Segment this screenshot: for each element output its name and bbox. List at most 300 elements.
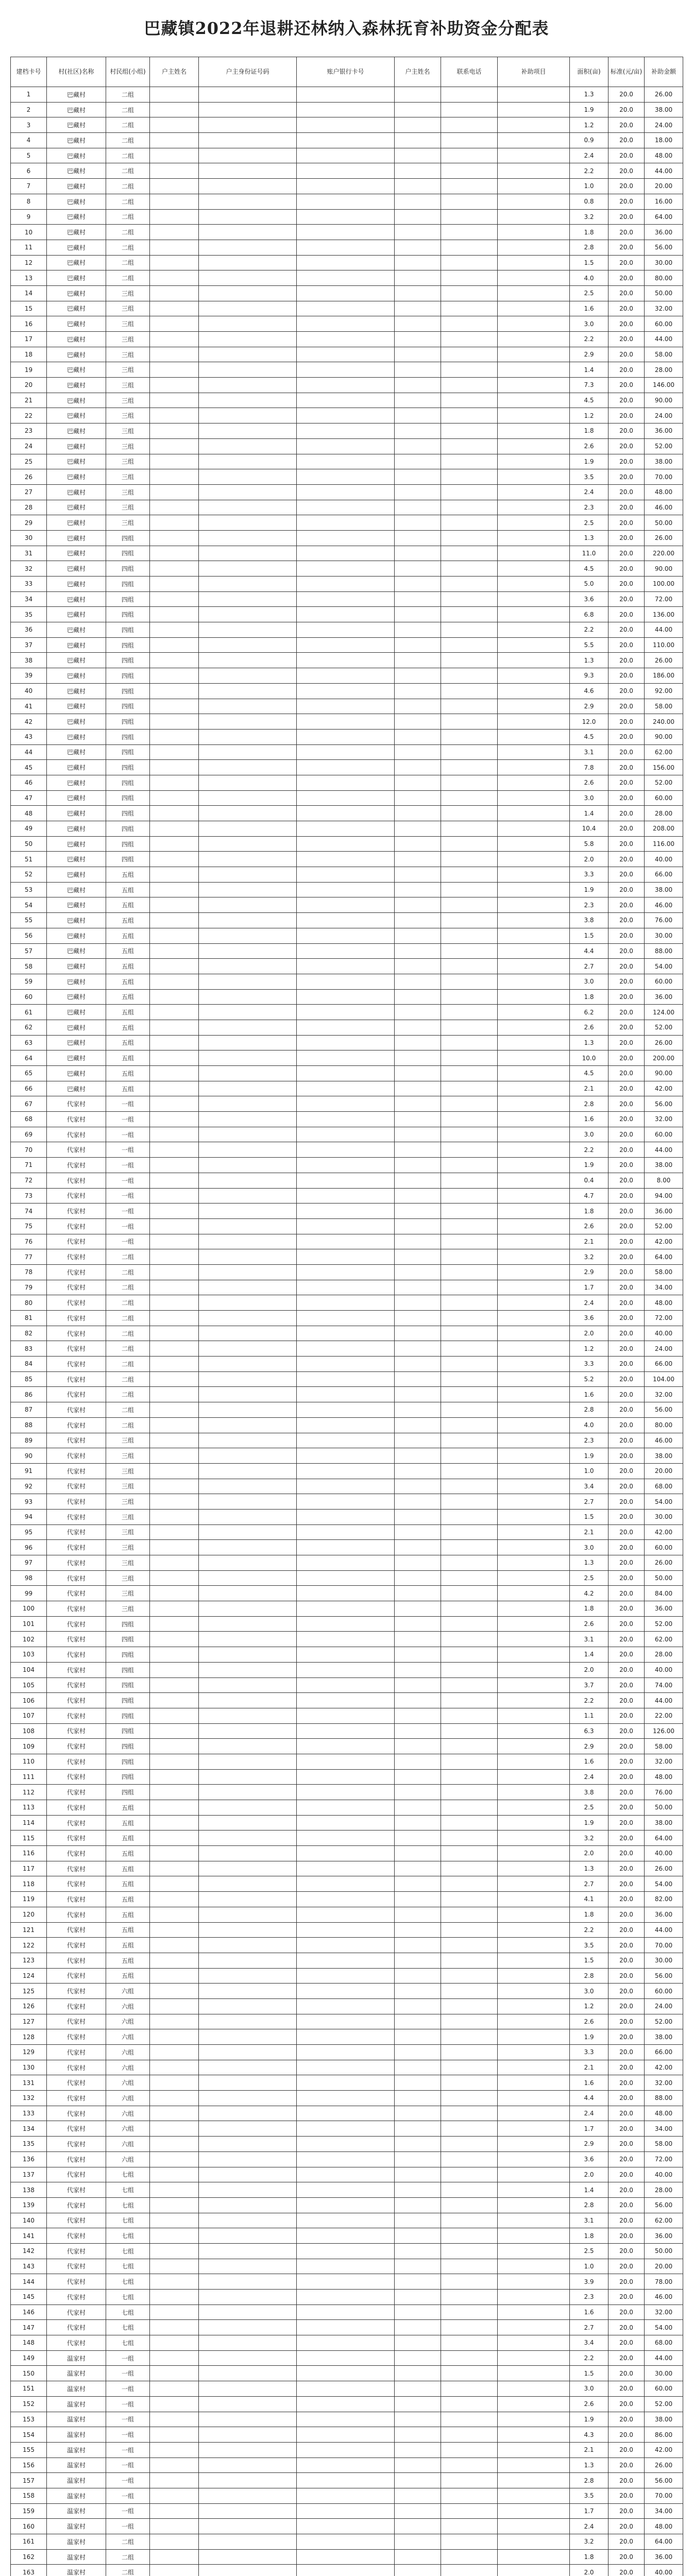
table-cell [297, 989, 395, 1005]
table-cell: 3.1 [570, 1632, 609, 1647]
table-cell: 代家村 [47, 1968, 106, 1984]
table-cell [199, 1815, 297, 1831]
table-cell [150, 1953, 199, 1968]
table-row [11, 1831, 683, 1846]
table-row [11, 179, 683, 194]
table-cell [297, 790, 395, 806]
table-cell: 48.00 [645, 2106, 683, 2121]
table-cell [199, 1035, 297, 1050]
table-cell [441, 1494, 498, 1510]
table-row [11, 2427, 683, 2443]
table-cell [297, 867, 395, 883]
table-cell: 2.9 [570, 1264, 609, 1280]
table-cell [498, 163, 570, 179]
table-cell: 20.0 [609, 1785, 645, 1800]
table-cell: 44.00 [645, 1142, 683, 1158]
table-cell [297, 1494, 395, 1510]
table-cell: 20.0 [609, 438, 645, 454]
table-cell [297, 102, 395, 117]
table-cell: 四组 [106, 1769, 150, 1785]
table-cell: 44.00 [645, 163, 683, 179]
table-cell: 代家村 [47, 1708, 106, 1723]
table-row [11, 1892, 683, 1907]
table-cell: 20.0 [609, 1831, 645, 1846]
table-cell [199, 332, 297, 347]
table-cell: 20.0 [609, 163, 645, 179]
table-cell [199, 209, 297, 225]
table-cell [395, 714, 441, 730]
table-cell [150, 408, 199, 423]
table-cell [498, 1188, 570, 1204]
table-row [11, 2396, 683, 2412]
table-cell: 20.0 [609, 591, 645, 607]
table-row [11, 423, 683, 439]
table-cell: 50 [11, 836, 47, 852]
table-cell: 20.0 [609, 1616, 645, 1632]
table-cell: 三组 [106, 454, 150, 469]
table-cell [297, 1922, 395, 1938]
table-cell [297, 1020, 395, 1035]
table-cell [395, 1357, 441, 1372]
table-cell [441, 2549, 498, 2565]
table-cell: 11.0 [570, 546, 609, 561]
table-cell [199, 2320, 297, 2335]
table-cell [498, 2091, 570, 2106]
table-cell: 四组 [106, 729, 150, 744]
table-cell [199, 637, 297, 653]
table-cell: 1.5 [570, 928, 609, 943]
table-cell [199, 1357, 297, 1372]
table-row [11, 1280, 683, 1295]
table-cell: 30.00 [645, 1953, 683, 1968]
table-cell: 3.1 [570, 744, 609, 760]
table-cell [441, 332, 498, 347]
table-cell: 20.0 [609, 2014, 645, 2029]
table-cell: 20.0 [609, 546, 645, 561]
table-cell [297, 1876, 395, 1892]
table-cell: 二组 [106, 255, 150, 270]
table-cell: 1.3 [570, 87, 609, 103]
table-cell: 二组 [106, 1357, 150, 1372]
table-cell [395, 1953, 441, 1968]
table-cell: 六组 [106, 2106, 150, 2121]
table-row [11, 561, 683, 577]
table-cell: 1.4 [570, 2182, 609, 2198]
table-cell: 20.0 [609, 744, 645, 760]
table-cell [297, 1326, 395, 1341]
table-cell [498, 928, 570, 943]
table-cell [441, 1861, 498, 1876]
table-cell: 36.00 [645, 1907, 683, 1922]
table-cell [199, 2396, 297, 2412]
table-cell: 三组 [106, 362, 150, 378]
table-cell [150, 2335, 199, 2351]
table-cell [297, 408, 395, 423]
table-cell [498, 148, 570, 163]
table-cell [395, 1311, 441, 1326]
table-cell: 代家村 [47, 1142, 106, 1158]
table-cell: 115 [11, 1831, 47, 1846]
table-cell [297, 530, 395, 546]
table-cell [395, 1876, 441, 1892]
table-cell: 20.0 [609, 2427, 645, 2443]
table-cell [199, 2290, 297, 2305]
table-cell: 巴藏村 [47, 852, 106, 867]
table-cell [498, 821, 570, 837]
table-cell: 81 [11, 1311, 47, 1326]
table-cell [150, 882, 199, 897]
table-cell [395, 225, 441, 240]
table-cell: 2.4 [570, 2106, 609, 2121]
table-cell [199, 2106, 297, 2121]
table-cell [498, 194, 570, 209]
table-cell [199, 423, 297, 439]
table-row [11, 1570, 683, 1586]
table-cell [150, 2213, 199, 2228]
table-cell [441, 133, 498, 148]
table-cell: 57 [11, 943, 47, 959]
table-cell [150, 591, 199, 607]
table-cell: 20.0 [609, 332, 645, 347]
table-cell [395, 1494, 441, 1510]
table-cell [150, 1984, 199, 1999]
table-row [11, 2549, 683, 2565]
table-cell [395, 1739, 441, 1754]
table-cell [199, 285, 297, 301]
table-cell: 一组 [106, 2350, 150, 2366]
table-row [11, 2534, 683, 2550]
table-cell [150, 913, 199, 928]
table-cell: 巴藏村 [47, 117, 106, 133]
table-cell: 111 [11, 1769, 47, 1785]
table-cell [441, 2167, 498, 2182]
table-cell: 18 [11, 347, 47, 362]
table-cell [199, 438, 297, 454]
table-cell: 一组 [106, 2427, 150, 2443]
table-cell: 二组 [106, 1341, 150, 1357]
table-cell: 3.6 [570, 1311, 609, 1326]
table-cell [441, 1723, 498, 1739]
table-cell [150, 1693, 199, 1708]
table-cell: 38 [11, 653, 47, 668]
table-cell [498, 974, 570, 989]
table-cell: 73 [11, 1188, 47, 1204]
table-cell [199, 1938, 297, 1953]
table-cell: 代家村 [47, 2243, 106, 2259]
table-cell [395, 301, 441, 316]
table-cell: 16.00 [645, 194, 683, 209]
table-cell: 76.00 [645, 913, 683, 928]
table-cell [297, 1601, 395, 1617]
table-cell: 93 [11, 1494, 47, 1510]
table-cell [498, 2488, 570, 2503]
table-cell [297, 270, 395, 286]
table-cell [498, 2549, 570, 2565]
table-cell [199, 2473, 297, 2488]
table-cell [441, 270, 498, 286]
table-cell: 20.0 [609, 1096, 645, 1112]
table-cell [297, 2274, 395, 2290]
table-cell: 2.6 [570, 1218, 609, 1234]
table-cell: 代家村 [47, 1555, 106, 1571]
table-cell [297, 607, 395, 622]
table-cell [297, 378, 395, 393]
table-cell: 6.3 [570, 1723, 609, 1739]
table-cell [395, 1417, 441, 1433]
table-cell [199, 2458, 297, 2473]
table-cell [297, 1280, 395, 1295]
table-row [11, 2488, 683, 2503]
table-cell: 12 [11, 255, 47, 270]
table-cell: 五组 [106, 882, 150, 897]
table-cell: 4.4 [570, 943, 609, 959]
table-cell: 20.0 [609, 1693, 645, 1708]
table-cell: 2.8 [570, 1402, 609, 1418]
table-cell: 五组 [106, 1907, 150, 1922]
table-cell [199, 1387, 297, 1402]
table-row [11, 209, 683, 225]
table-cell [297, 637, 395, 653]
table-cell: 64.00 [645, 1249, 683, 1265]
table-cell: 38.00 [645, 882, 683, 897]
table-cell [150, 1998, 199, 2014]
table-cell [498, 1800, 570, 1816]
table-cell [441, 1463, 498, 1479]
table-cell: 20.0 [609, 2350, 645, 2366]
table-cell [441, 2243, 498, 2259]
table-cell [441, 1739, 498, 1754]
table-row [11, 2197, 683, 2213]
table-cell: 二组 [106, 87, 150, 103]
table-row [11, 2350, 683, 2366]
table-row [11, 2075, 683, 2091]
table-cell: 1.7 [570, 2121, 609, 2137]
table-cell [297, 1831, 395, 1846]
table-cell: 代家村 [47, 1601, 106, 1617]
table-cell [297, 1357, 395, 1372]
table-cell: 148 [11, 2335, 47, 2351]
table-cell: 20.0 [609, 1188, 645, 1204]
table-cell [395, 943, 441, 959]
table-cell [498, 1066, 570, 1081]
table-cell: 20.0 [609, 2320, 645, 2335]
table-cell [498, 347, 570, 362]
table-cell: 8 [11, 194, 47, 209]
table-cell [441, 653, 498, 668]
table-row [11, 2290, 683, 2305]
table-row [11, 484, 683, 500]
table-cell [498, 1892, 570, 1907]
table-cell: 3.2 [570, 209, 609, 225]
table-cell [395, 852, 441, 867]
table-cell: 20.0 [609, 607, 645, 622]
table-cell: 20.0 [609, 255, 645, 270]
table-row [11, 882, 683, 897]
table-cell: 五组 [106, 928, 150, 943]
table-cell: 三组 [106, 1540, 150, 1555]
table-cell [150, 959, 199, 974]
table-cell: 40.00 [645, 852, 683, 867]
table-cell: 90 [11, 1448, 47, 1464]
table-cell: 温家村 [47, 2549, 106, 2565]
table-cell [441, 194, 498, 209]
table-cell [441, 959, 498, 974]
table-cell: 三组 [106, 500, 150, 515]
table-cell: 20.0 [609, 790, 645, 806]
table-cell: 91 [11, 1463, 47, 1479]
table-cell [199, 2412, 297, 2427]
table-cell: 温家村 [47, 2396, 106, 2412]
table-cell [498, 2442, 570, 2458]
table-row [11, 1218, 683, 1234]
table-cell: 20.0 [609, 836, 645, 852]
table-cell [199, 378, 297, 393]
table-cell: 68.00 [645, 2335, 683, 2351]
table-cell: 28.00 [645, 2182, 683, 2198]
table-cell: 七组 [106, 2167, 150, 2182]
table-row [11, 1417, 683, 1433]
table-cell: 66.00 [645, 2045, 683, 2060]
table-cell: 4.1 [570, 1892, 609, 1907]
table-cell [395, 913, 441, 928]
column-header: 村(社区)名称 [47, 57, 106, 87]
table-row [11, 270, 683, 286]
table-cell: 三组 [106, 515, 150, 531]
table-cell [199, 561, 297, 577]
table-cell: 一组 [106, 2366, 150, 2381]
table-cell [150, 1892, 199, 1907]
table-cell [395, 1708, 441, 1723]
table-row [11, 378, 683, 393]
table-cell: 0.4 [570, 1173, 609, 1188]
table-row [11, 1693, 683, 1708]
table-cell: 58.00 [645, 1264, 683, 1280]
table-cell: 七组 [106, 2320, 150, 2335]
table-row [11, 1005, 683, 1020]
table-cell [150, 117, 199, 133]
table-row [11, 2060, 683, 2075]
table-cell: 三组 [106, 438, 150, 454]
table-row [11, 2565, 683, 2576]
table-cell: 巴藏村 [47, 530, 106, 546]
table-cell [150, 2075, 199, 2091]
table-cell [297, 209, 395, 225]
table-cell: 101 [11, 1616, 47, 1632]
table-cell [297, 316, 395, 332]
table-cell: 20.0 [609, 1586, 645, 1601]
table-cell: 二组 [106, 194, 150, 209]
table-cell [395, 1005, 441, 1020]
table-cell: 一组 [106, 2442, 150, 2458]
table-cell: 20.0 [609, 806, 645, 821]
table-cell [441, 2519, 498, 2534]
table-cell [395, 1524, 441, 1540]
table-cell: 20.0 [609, 1494, 645, 1510]
table-cell [395, 2075, 441, 2091]
table-cell: 6 [11, 163, 47, 179]
table-cell [498, 1662, 570, 1677]
table-cell [498, 1831, 570, 1846]
table-cell [498, 285, 570, 301]
table-cell [150, 2182, 199, 2198]
table-cell: 1.4 [570, 806, 609, 821]
table-cell: 2.2 [570, 1142, 609, 1158]
table-row [11, 393, 683, 408]
table-cell: 134 [11, 2121, 47, 2137]
table-cell: 七组 [106, 2259, 150, 2274]
table-cell [395, 2396, 441, 2412]
table-cell: 141 [11, 2228, 47, 2244]
table-cell [498, 561, 570, 577]
table-cell: 巴藏村 [47, 821, 106, 837]
table-cell: 24.00 [645, 408, 683, 423]
table-cell [395, 2060, 441, 2075]
table-row [11, 1249, 683, 1265]
table-cell [498, 1555, 570, 1571]
table-cell [199, 591, 297, 607]
table-cell [297, 1448, 395, 1464]
table-cell: 20.0 [609, 1142, 645, 1158]
table-cell [150, 530, 199, 546]
table-cell: 代家村 [47, 1264, 106, 1280]
table-cell [441, 1218, 498, 1234]
table-cell [150, 1295, 199, 1311]
table-cell [150, 2060, 199, 2075]
table-cell [199, 1188, 297, 1204]
table-cell: 54.00 [645, 1876, 683, 1892]
table-cell [441, 209, 498, 225]
table-cell [441, 2014, 498, 2029]
table-cell [297, 1555, 395, 1571]
table-cell: 60.00 [645, 1984, 683, 1999]
table-cell [498, 1357, 570, 1372]
table-cell: 六组 [106, 2014, 150, 2029]
table-cell: 七组 [106, 2243, 150, 2259]
table-cell [441, 117, 498, 133]
table-cell: 代家村 [47, 1479, 106, 1494]
table-cell [199, 2182, 297, 2198]
table-cell [441, 1188, 498, 1204]
table-cell [199, 1998, 297, 2014]
table-cell [297, 117, 395, 133]
table-cell: 160 [11, 2519, 47, 2534]
table-row [11, 1066, 683, 1081]
table-cell: 四组 [106, 821, 150, 837]
table-cell: 四组 [106, 683, 150, 699]
table-cell [297, 1693, 395, 1708]
table-cell: 温家村 [47, 2442, 106, 2458]
table-cell [395, 1555, 441, 1571]
table-cell [498, 87, 570, 103]
table-cell [297, 1570, 395, 1586]
table-cell [441, 1938, 498, 1953]
table-cell [441, 2290, 498, 2305]
table-cell [395, 423, 441, 439]
table-cell: 1.5 [570, 255, 609, 270]
column-header: 建档卡号 [11, 57, 47, 87]
table-cell: 1.2 [570, 117, 609, 133]
table-row [11, 1494, 683, 1510]
table-cell [297, 1218, 395, 1234]
table-cell: 代家村 [47, 1815, 106, 1831]
table-cell: 28 [11, 500, 47, 515]
table-cell: 162 [11, 2549, 47, 2565]
table-cell [150, 1463, 199, 1479]
table-cell: 温家村 [47, 2412, 106, 2427]
table-cell [150, 240, 199, 255]
table-cell [297, 1540, 395, 1555]
table-cell: 1.1 [570, 1708, 609, 1723]
